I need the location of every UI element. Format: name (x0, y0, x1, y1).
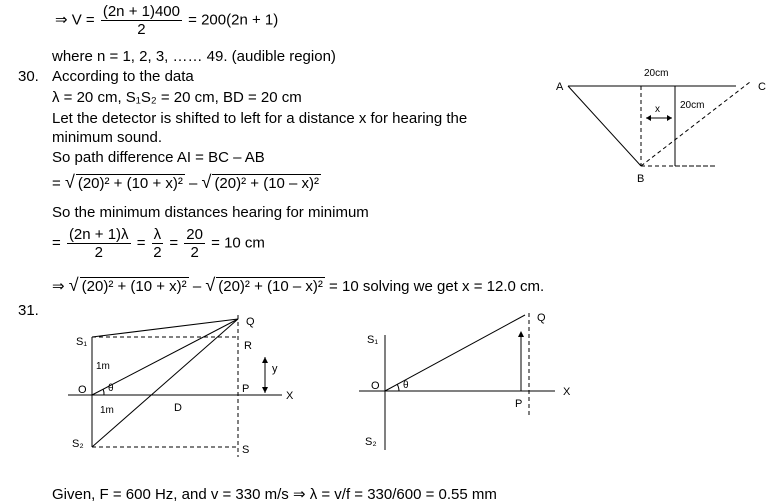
frac-2-den: 2 (153, 244, 162, 261)
final-tail: = 10 solving we get x = 12.0 cm. (329, 278, 545, 295)
q30-line5: So path difference AI = BC – AB (52, 149, 265, 166)
label-1m-bottom: 1m (100, 405, 114, 416)
q30-line7: So the minimum distances hearing for minimum (52, 204, 369, 221)
where-line: where n = 1, 2, 3, …… 49. (audible region) (52, 48, 336, 65)
label-y: y (272, 363, 278, 375)
line-bc (641, 82, 750, 166)
eq-rhs: = 200(2n + 1) (188, 11, 279, 29)
eq-sign: = (169, 234, 179, 252)
frac-2-num: λ (153, 226, 162, 243)
q31-number: 31. (18, 302, 39, 319)
label-1m-top: 1m (96, 361, 110, 372)
eq-prefix: = (52, 175, 61, 192)
label-s: S (242, 444, 250, 456)
label-x: x (655, 104, 660, 115)
label-x: X (286, 390, 294, 402)
q30-fraction-equation (52, 226, 265, 261)
implies-sign: ⇒ (52, 278, 65, 295)
label-s2: S₂ (365, 436, 377, 448)
q30-root-equation (52, 173, 321, 193)
theta-arc (103, 389, 104, 395)
q31-figure-2 (355, 305, 585, 465)
frac-1-num: (2n + 1)λ (68, 226, 129, 243)
minus-sign: – (189, 175, 198, 192)
ray-s2 (92, 319, 238, 447)
label-top-20cm: 20cm (644, 68, 669, 79)
eq-sign: = (136, 234, 146, 252)
top-equation (55, 3, 278, 38)
q30-final-equation (52, 276, 544, 296)
frac-1-den: 2 (94, 244, 103, 261)
q31-given: Given, F = 600 Hz, and v = 330 m/s ⇒ λ = v/f = 330/600 = 0.55 mm (52, 486, 497, 503)
label-theta: θ (403, 380, 409, 391)
label-p: P (242, 383, 250, 395)
label-s1: S₁ (76, 336, 88, 348)
label-q: Q (537, 312, 546, 324)
label-theta: θ (108, 383, 114, 394)
root-1: (20)² + (10 + x)² (77, 175, 183, 192)
line-ab (568, 86, 641, 166)
eq-fraction (101, 3, 182, 38)
label-b: B (637, 173, 645, 185)
label-x: X (563, 386, 571, 398)
label-side-20cm: 20cm (680, 100, 705, 111)
label-d: D (174, 402, 182, 414)
root-2: (20)² + (10 – x)² (214, 175, 320, 192)
sqrt-sign: √ (205, 275, 216, 295)
label-r: R (244, 340, 252, 352)
q30-number: 30. (18, 68, 39, 85)
frac-2 (152, 226, 164, 261)
label-p: P (515, 398, 523, 410)
sqrt-sign: √ (201, 172, 212, 192)
height-arrow-head (518, 331, 524, 337)
sqrt-sign: √ (68, 275, 79, 295)
eq-denominator: 2 (137, 21, 146, 38)
frac-3 (184, 226, 205, 261)
q31-figure-1 (60, 305, 320, 465)
label-o: O (78, 384, 87, 396)
frac-1 (67, 226, 131, 261)
q30-line2: λ = 20 cm, S₁S₂ = 20 cm, BD = 20 cm (52, 89, 302, 106)
ray-s1 (92, 319, 238, 337)
label-s2: S₂ (72, 438, 84, 450)
theta-arc (397, 384, 399, 391)
label-q: Q (246, 316, 255, 328)
label-o: O (371, 380, 380, 392)
q30-line4: minimum sound. (52, 129, 163, 146)
eq-numerator: (2n + 1)400 (102, 3, 180, 20)
eq-sign: = (52, 234, 61, 252)
label-s1: S₁ (367, 334, 379, 346)
root-1: (20)² + (10 + x)² (81, 278, 187, 295)
eq-lhs: ⇒ V = (55, 11, 95, 29)
q30-line1: According to the data (52, 68, 194, 85)
label-a: A (556, 81, 564, 93)
frac-3-num: 20 (186, 226, 203, 243)
label-c: C (758, 81, 766, 93)
root-2: (20)² + (10 – x)² (218, 278, 323, 295)
frac-3-den: 2 (190, 244, 199, 261)
q30-diagram (540, 60, 771, 190)
eq-tail: = 10 cm (211, 234, 265, 252)
minus-sign: – (192, 278, 202, 295)
q30-line3: Let the detector is shifted to left for a distance x for hearing the (52, 110, 468, 127)
sqrt-sign: √ (64, 172, 75, 192)
